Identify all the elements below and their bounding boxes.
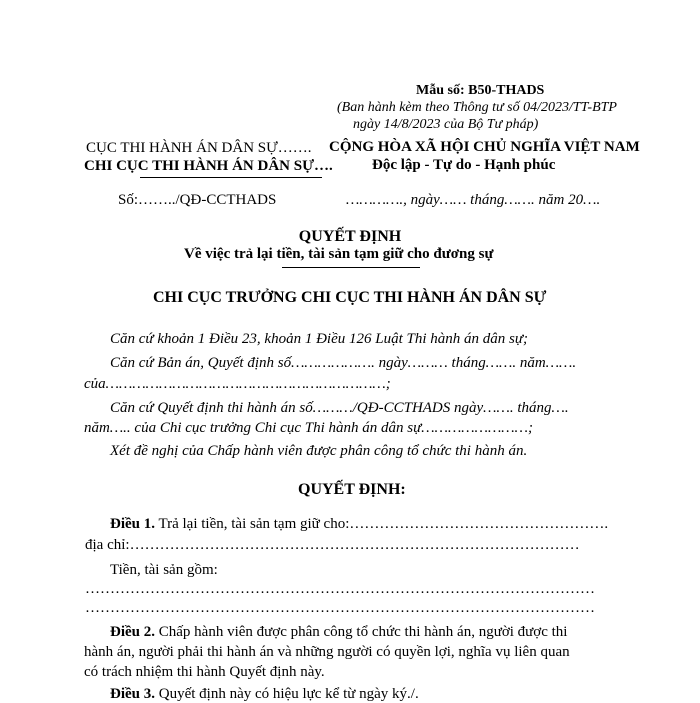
subtitle-underline (282, 267, 420, 268)
authority-title: CHI CỤC TRƯỞNG CHI CỤC THI HÀNH ÁN DÂN SỰ (153, 289, 547, 306)
article-2-line2: hành án, người phải thi hành án và những người có quyền lợi, nghĩa vụ liên quan (84, 644, 570, 660)
article-2-label: Điều 2. (110, 624, 155, 640)
basis-enforcement-line1: Căn cứ Quyết định thi hành án số………/QĐ-CCTHADS ngày……. tháng…. (110, 400, 569, 416)
basis-law: Căn cứ khoản 1 Điều 23, khoản 1 Điều 126 Luật Thi hành án dân sự; (110, 331, 529, 347)
decision-number: Số:……../QĐ-CCTHADS (118, 192, 277, 208)
article-1-address: địa chỉ:……………………………………………………………………………… (85, 537, 580, 553)
agency-underline (140, 177, 322, 178)
article-3-text: Quyết định này có hiệu lực kể từ ngày ký./. (155, 686, 419, 702)
article-3-label: Điều 3. (110, 686, 155, 702)
article-2-line3: có trách nhiệm thi hành Quyết định này. (84, 664, 325, 680)
article-3 (110, 686, 419, 703)
basis-judgment-line1: Căn cứ Bản án, Quyết định số………………. ngày……… tháng……. năm……. (110, 355, 577, 371)
article-2-text: Chấp hành viên được phân công tổ chức thi hành án, người được thi (155, 624, 568, 640)
decision-heading: QUYẾT ĐỊNH: (298, 481, 406, 498)
basis-proposal: Xét đề nghị của Chấp hành viên được phân công tổ chức thi hành án. (110, 443, 528, 459)
article-1 (110, 516, 608, 533)
article-1-dotted-line-2: ………………………………………………………………………………………… (85, 600, 595, 616)
form-issued-line1: (Ban hành kèm theo Thông tư số 04/2023/TT-BTP (337, 100, 617, 115)
document-subtitle: Về việc trả lại tiền, tài sản tạm giữ cho đương sự (184, 246, 494, 262)
nation-motto: Độc lập - Tự do - Hạnh phúc (372, 157, 556, 173)
agency-line1: CỤC THI HÀNH ÁN DÂN SỰ……. (86, 140, 312, 156)
nation-title: CỘNG HÒA XÃ HỘI CHỦ NGHĨA VIỆT NAM (329, 139, 640, 155)
article-1-text: Trả lại tiền, tài sản tạm giữ cho:……………………………………………. (155, 516, 609, 532)
article-2-line1 (110, 624, 567, 641)
article-1-assets-label: Tiền, tài sản gồm: (110, 562, 218, 578)
decision-date: …………., ngày…… tháng……. năm 20…. (346, 192, 601, 208)
basis-judgment-line2: của………………………………………………………; (84, 376, 391, 392)
article-1-label: Điều 1. (110, 516, 155, 532)
agency-line2: CHI CỤC THI HÀNH ÁN DÂN SỰ…. (84, 158, 333, 174)
article-1-dotted-line-1: ………………………………………………………………………………………… (85, 581, 595, 597)
form-issued-line2: ngày 14/8/2023 của Bộ Tư pháp) (353, 117, 539, 132)
basis-enforcement-line2: năm….. của Chi cục trưởng Chi cục Thi hành án dân sự……………………; (84, 420, 533, 436)
document-title: QUYẾT ĐỊNH (298, 228, 402, 245)
form-code: Mẫu số: B50-THADS (416, 83, 545, 98)
